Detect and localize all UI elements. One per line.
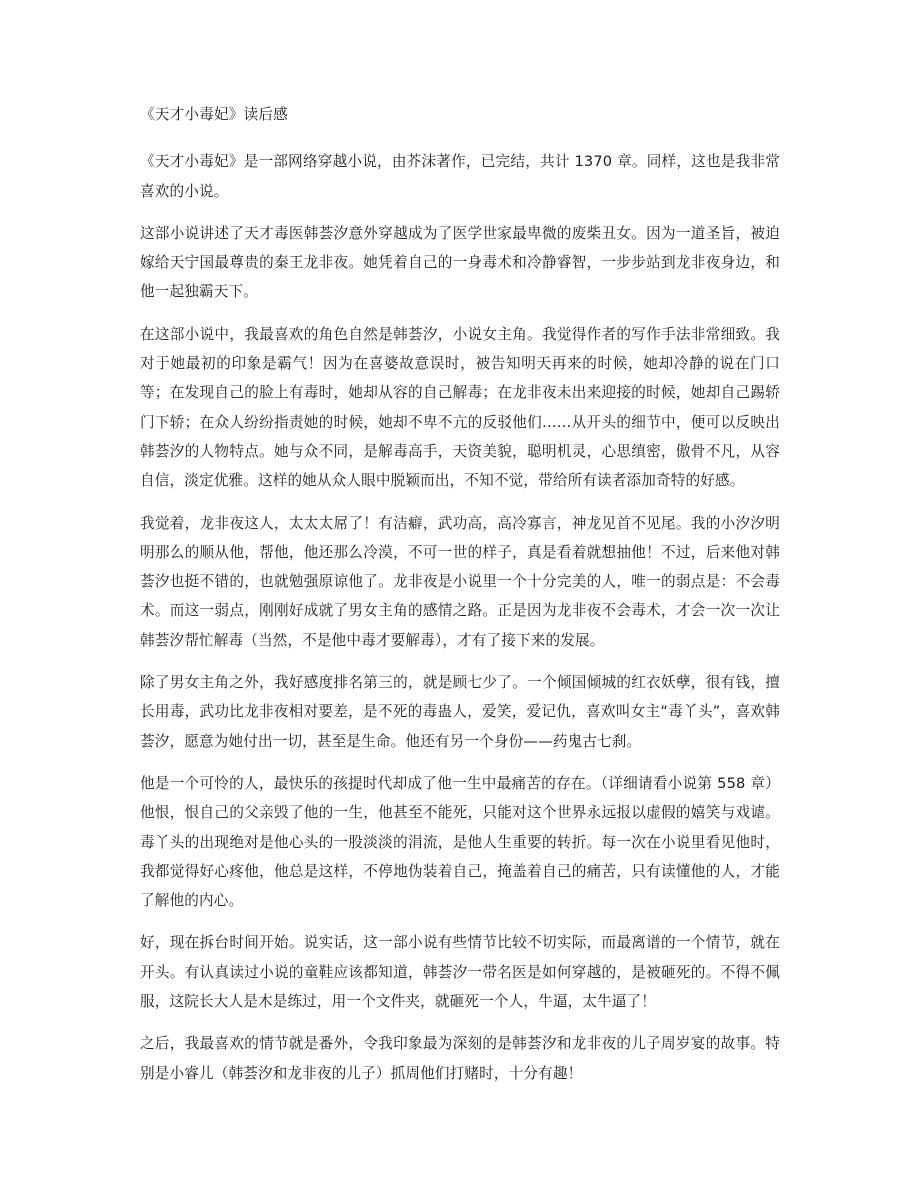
paragraph-3: 在这部小说中，我最喜欢的角色自然是韩荟汐，小说女主角。我觉得作者的写作手法非常细致。我对于她最初的印象是霸气！因为在喜婆故意误时，被告知明天再来的时候，她却冷静的说在门口等；在发现自己的脸上有毒时，她却从容的自己解毒；在龙非夜未出来迎接的时候，她却自己踢轿门下轿；在众人纷纷指责她的时候，她却不卑不亢的反驳他们……从开头的细节中，便可以反映出韩荟汐的人物特点。她与众不同，是解毒高手，天资美貌，聪明机灵，心思缜密，傲骨不凡，从容自信，淡定优雅。这样的她从众人眼中脱颖而出，不知不觉，带给所有读者添加奇特的好感。	[140, 325, 780, 490]
page-title: 《天才小毒妃》读后感	[140, 106, 288, 123]
paragraph-8: 之后，我最喜欢的情节就是番外，令我印象最为深刻的是韩荟汐和龙非夜的儿子周岁宴的故事。特别是小睿儿（韩荟汐和龙非夜的儿子）抓周他们打赌时，十分有趣！	[140, 1035, 780, 1082]
paragraph-7: 好，现在拆台时间开始。说实话，这一部小说有些情节比较不切实际，而最离谱的一个情节，就在开头。有认真读过小说的童鞋应该都知道，韩荟汐一带名医是如何穿越的，是被砸死的。不得不佩服，这院长大人是木是练过，用一个文件夹，就砸死一个人，牛逼，太牛逼了！	[140, 934, 780, 1011]
paragraph-2: 这部小说讲述了天才毒医韩荟汐意外穿越成为了医学世家最卑微的废柴丑女。因为一道圣旨，被迫嫁给天宁国最尊贵的秦王龙非夜。她凭着自己的一身毒术和冷静睿智，一步步站到龙非夜身边，和他一起独霸天下。	[140, 224, 780, 301]
paragraph-4: 我觉着，龙非夜这人，太太太屌了！有洁癖，武功高，高冷寡言，神龙见首不见尾。我的小汐汐明明那么的顺从他，帮他，他还那么冷漠，不可一世的样子，真是看着就想抽他！不过，后来他对韩荟汐也挺不错的，也就勉强原谅他了。龙非夜是小说里一个十分完美的人，唯一的弱点是：不会毒术。而这一弱点，刚刚好成就了男女主角的感情之路。正是因为龙非夜不会毒术，才会一次一次让韩荟汐帮忙解毒（当然，不是他中毒才要解毒），才有了接下来的发展。	[140, 514, 780, 649]
paragraph-6: 他是一个可怜的人，最快乐的孩提时代却成了他一生中最痛苦的存在。（详细请看小说第 558 章）他恨，恨自己的父亲毁了他的一生，他甚至不能死，只能对这个世界永远报以虚假的嬉笑与戏谑。毒丫头的出现绝对是他心头的一股淡淡的涓流，是他人生重要的转折。每一次在小说里看见他时，我都觉得好心疼他，他总是这样，不停地伪装着自己，掩盖着自己的痛苦，只有读懂他的人，才能了解他的内心。	[140, 774, 780, 910]
document-body	[140, 100, 780, 1088]
paragraph-5: 除了男女主角之外，我好感度排名第三的，就是顾七少了。一个倾国倾城的红衣妖孽，很有钱，擅长用毒，武功比龙非夜相对要差，是不死的毒蛊人，爱笑，爱记仇，喜欢叫女主“毒丫头”，喜欢韩荟汐，愿意为她付出一切，甚至是生命。他还有另一个身份——药鬼古七刹。	[140, 674, 780, 750]
paragraph-1: 《天才小毒妃》是一部网络穿越小说，由芥沫著作，已完结，共计 1370 章。同样，这也是我非常喜欢的小说。	[140, 153, 780, 200]
